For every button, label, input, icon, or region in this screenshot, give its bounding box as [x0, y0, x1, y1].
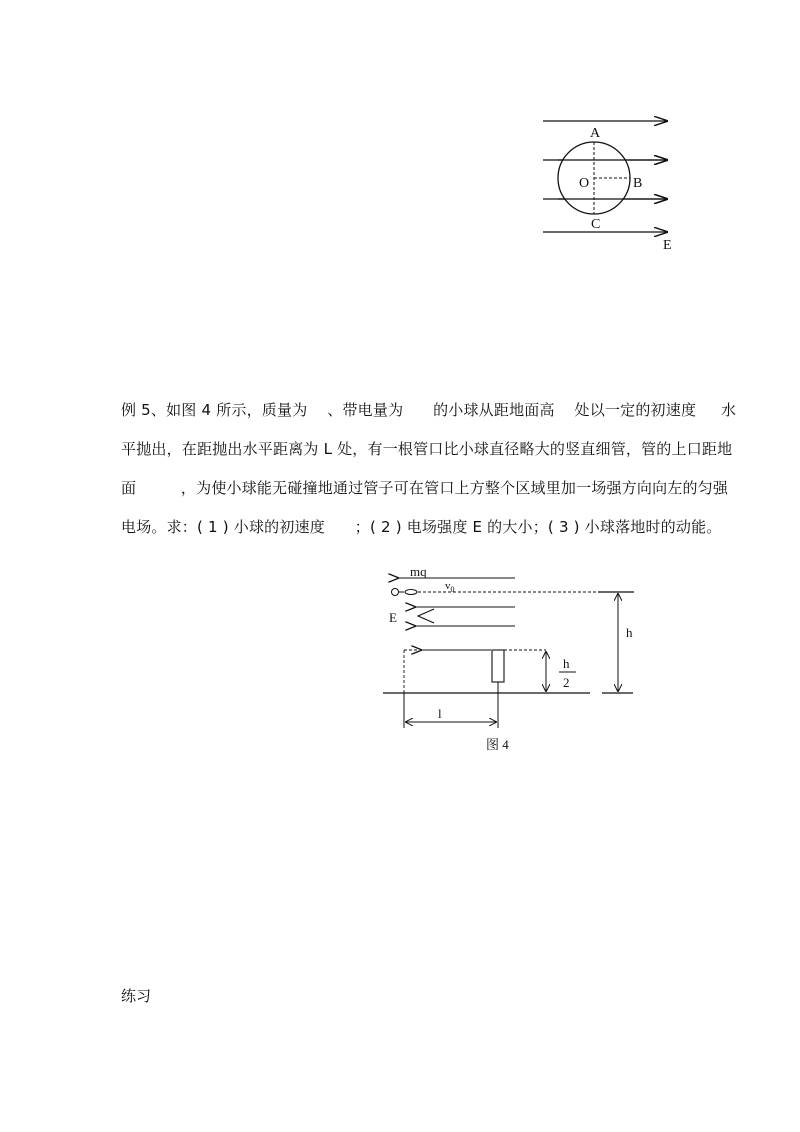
- label-mq: mq: [410, 564, 427, 579]
- label-c: C: [591, 217, 601, 232]
- label-a: A: [590, 126, 601, 141]
- field-arrow-chevron: [418, 609, 434, 623]
- label-h-half-den: 2: [563, 675, 570, 690]
- ball: [392, 589, 399, 596]
- v0-marker: [405, 590, 417, 595]
- example-5-line-1: 例 5、如图 4 所示，质量为 、带电量为 的小球从距地面高 处以一定的初速度 水: [121, 401, 737, 419]
- label-h: h: [626, 625, 633, 640]
- example-5-line-2: 平抛出，在距抛出水平距离为 L 处，有一根管口比小球直径略大的竖直细管，管的上口距地: [121, 440, 733, 458]
- label-v0: $v_0$: [445, 580, 455, 594]
- figure-4-caption: 图 4: [486, 737, 509, 752]
- label-l: l: [438, 706, 442, 721]
- figure-4: [378, 560, 648, 760]
- example-5-line-3: 面 ，为使小球能无碰撞地通过管子可在管口上方整个区域里加一场强方向向左的匀强: [121, 479, 729, 497]
- label-h-half-num: h: [563, 656, 570, 671]
- example-5-paragraph: [121, 391, 737, 547]
- label-b: B: [633, 176, 643, 191]
- field-circle-figure: [535, 110, 695, 260]
- label-o: O: [579, 176, 590, 191]
- pipe: [492, 650, 504, 682]
- label-e: E: [663, 238, 672, 253]
- exercise-heading: 练习: [121, 987, 152, 1005]
- label-e: E: [389, 610, 397, 625]
- example-5-line-4: 电场。求：( 1 ) 小球的初速度 ；( 2 ) 电场强度 E 的大小；( 3 ) 小球落地时的动能。: [121, 518, 722, 536]
